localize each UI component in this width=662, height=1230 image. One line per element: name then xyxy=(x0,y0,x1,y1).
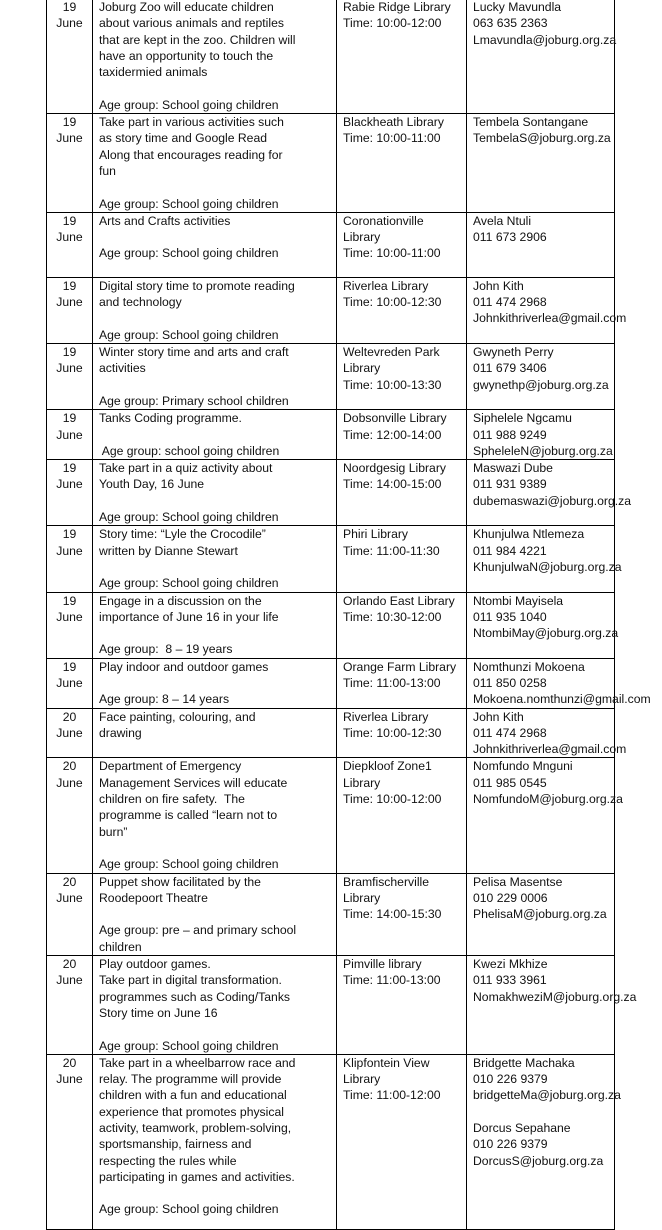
activity-cell xyxy=(93,526,337,592)
contact-line: 011 935 1040 xyxy=(473,609,547,624)
venue-line: Time: 10:00-12:00 xyxy=(343,16,442,31)
activity-line: that are kept in the zoo. Children will xyxy=(99,32,296,47)
activity-cell xyxy=(93,410,337,460)
table-row xyxy=(47,1054,615,1229)
events-table-body xyxy=(47,0,651,1229)
activity-line: importance of June 16 in your life xyxy=(99,609,279,624)
venue-cell xyxy=(337,592,467,658)
activity-line: activities xyxy=(99,361,146,376)
venue-cell xyxy=(337,460,467,526)
date-line: 19 xyxy=(62,411,77,426)
blank-line xyxy=(99,80,332,96)
contact-cell xyxy=(467,1054,621,1229)
activity-line: Play indoor and outdoor games xyxy=(99,659,269,674)
table-row xyxy=(47,592,615,658)
venue-line: Orange Farm Library xyxy=(343,659,457,674)
activity-line: programme is called “learn not to xyxy=(99,808,278,823)
activity-line: drawing xyxy=(99,725,142,740)
table-row xyxy=(47,460,615,526)
table-row xyxy=(47,277,615,343)
contact-line: Lucky Mavundla xyxy=(473,0,562,14)
venue-line: Dobsonville Library xyxy=(343,411,447,426)
activity-cell xyxy=(93,212,337,277)
venue-line: Diepkloof Zone1 xyxy=(343,759,432,774)
contact-line: Nomfundo Mnguni xyxy=(473,759,573,774)
venue-line: Time: 14:00-15:30 xyxy=(343,907,442,922)
venue-line: Library xyxy=(343,361,381,376)
date-cell xyxy=(47,460,93,526)
contact-line: Ntombi Mayisela xyxy=(473,593,564,608)
activity-line: Age group: School going children xyxy=(99,510,279,525)
activity-line: Take part in various activities such xyxy=(99,115,284,130)
activity-line: programmes such as Coding/Tanks xyxy=(99,989,291,1004)
activity-cell xyxy=(93,344,337,410)
venue-line: Time: 10:00-13:30 xyxy=(343,377,442,392)
activity-line: relay. The programme will provide xyxy=(99,1072,282,1087)
activity-line: Age group: School going children xyxy=(99,1038,279,1053)
activity-line: Age group: School going children xyxy=(99,576,279,591)
venue-line: Weltevreden Park xyxy=(343,345,440,360)
date-line: 19 xyxy=(62,213,77,228)
venue-cell xyxy=(337,410,467,460)
activity-line: Take part in a wheelbarrow race and xyxy=(99,1055,296,1070)
contact-cell xyxy=(467,526,622,592)
blank-line xyxy=(99,559,332,575)
venue-line: Time: 10:00-12:00 xyxy=(343,792,442,807)
blank-line xyxy=(99,310,332,326)
venue-line: Time: 14:00-15:00 xyxy=(343,477,442,492)
activity-line: as story time and Google Read xyxy=(99,131,268,146)
venue-line: Klipfontein View xyxy=(343,1055,430,1070)
venue-cell xyxy=(337,114,467,213)
date-cell xyxy=(47,758,93,873)
venue-cell xyxy=(337,708,467,758)
blank-line xyxy=(99,1185,332,1201)
contact-line: 011 931 9389 xyxy=(473,477,547,492)
table-row xyxy=(47,956,615,1055)
contact-line: SpheleleN@joburg.org.za xyxy=(473,443,613,458)
contact-cell xyxy=(467,758,623,873)
contact-line: Bridgette Machaka xyxy=(473,1055,575,1070)
activity-cell xyxy=(93,1054,337,1229)
date-cell xyxy=(47,344,93,410)
venue-line: Noordgesig Library xyxy=(343,461,446,476)
contact-cell xyxy=(467,708,627,758)
blank-line xyxy=(99,1021,332,1037)
venue-line: Riverlea Library xyxy=(343,709,429,724)
venue-line: Time: 10:00-12:30 xyxy=(343,295,442,310)
table-row xyxy=(47,0,615,114)
date-line: June xyxy=(56,16,83,31)
venue-line: Blackheath Library xyxy=(343,115,444,130)
activity-line: Department of Emergency xyxy=(99,759,242,774)
activity-cell xyxy=(93,277,337,343)
contact-cell xyxy=(467,658,651,708)
activity-line: Engage in a discussion on the xyxy=(99,593,262,608)
contact-line: dubemaswazi@joburg.org.za xyxy=(473,493,632,508)
table-row xyxy=(47,873,615,955)
date-line: June xyxy=(56,361,83,376)
date-line: 20 xyxy=(62,1055,77,1070)
contact-cell xyxy=(467,277,627,343)
contact-line: Maswazi Dube xyxy=(473,461,553,476)
venue-line: Rabie Ridge Library xyxy=(343,0,451,14)
contact-line: 011 679 3406 xyxy=(473,361,547,376)
venue-line: Time: 10:00-11:00 xyxy=(343,131,441,146)
contact-line: Johnkithriverlea@gmail.com xyxy=(473,311,627,326)
activity-cell xyxy=(93,873,337,955)
activity-line: Winter story time and arts and craft xyxy=(99,345,289,360)
date-line: June xyxy=(56,477,83,492)
venue-line: Library xyxy=(343,230,381,245)
activity-cell xyxy=(93,592,337,658)
date-line: June xyxy=(56,890,83,905)
blank-line xyxy=(99,840,332,856)
contact-line: 011 673 2906 xyxy=(473,230,547,245)
venue-cell xyxy=(337,526,467,592)
activity-line: activity, teamwork, problem-solving, xyxy=(99,1121,292,1135)
venue-line: Time: 11:00-11:30 xyxy=(343,543,440,558)
activity-line: sportsmanship, fairness and xyxy=(99,1137,252,1152)
activity-line: Along that encourages reading for xyxy=(99,147,283,162)
activity-line: participating in games and activities. xyxy=(99,1169,295,1184)
contact-line: 011 984 4221 xyxy=(473,543,547,558)
contact-line: 011 988 9249 xyxy=(473,427,547,442)
contact-cell xyxy=(467,344,615,410)
date-line: June xyxy=(56,1072,83,1087)
date-line: June xyxy=(56,775,83,790)
activity-cell xyxy=(93,114,337,213)
activity-line: children xyxy=(99,939,142,954)
venue-line: Orlando East Library xyxy=(343,593,455,608)
activity-line: written by Dianne Stewart xyxy=(99,543,238,558)
date-line: June xyxy=(56,675,83,690)
venue-cell xyxy=(337,758,467,873)
table-row xyxy=(47,114,615,213)
contact-cell xyxy=(467,956,637,1055)
contact-line: NomakhweziM@joburg.org.za xyxy=(473,989,637,1004)
activity-line: have an opportunity to touch the xyxy=(99,48,274,63)
activity-line: Age group: school going children xyxy=(99,443,280,458)
contact-line: Gwyneth Perry xyxy=(473,345,554,360)
date-line: 19 xyxy=(62,593,77,608)
contact-line: John Kith xyxy=(473,709,524,724)
activity-line: Digital story time to promote reading xyxy=(99,278,295,293)
activity-line: Play outdoor games. xyxy=(99,957,211,972)
venue-line: Library xyxy=(343,775,381,790)
date-cell xyxy=(47,0,93,114)
contact-cell xyxy=(467,460,632,526)
contact-line: TembelaS@joburg.org.za xyxy=(473,131,611,146)
activity-line: Tanks Coding programme. xyxy=(99,411,242,426)
table-row xyxy=(47,410,615,460)
activity-line: Puppet show facilitated by the xyxy=(99,874,261,889)
blank-line xyxy=(99,493,332,509)
date-line: 19 xyxy=(62,461,77,476)
date-line: June xyxy=(56,725,83,740)
contact-line: 011 985 0545 xyxy=(473,775,547,790)
venue-line: Time: 11:00-12:00 xyxy=(343,1088,441,1103)
contact-line: NomfundoM@joburg.org.za xyxy=(473,792,623,807)
contact-line: Khunjulwa Ntlemeza xyxy=(473,527,585,542)
activity-line: respecting the rules while xyxy=(99,1153,237,1168)
date-cell xyxy=(47,410,93,460)
activity-line: Roodepoort Theatre xyxy=(99,890,208,905)
contact-cell xyxy=(467,410,615,460)
activity-line: Age group: School going children xyxy=(99,97,279,112)
blank-line xyxy=(99,427,332,443)
contact-line: 010 226 9379 xyxy=(473,1137,548,1152)
activity-line: Age group: School going children xyxy=(99,1202,279,1217)
venue-line: Phiri Library xyxy=(343,527,409,542)
venue-line: Bramfischerville xyxy=(343,874,430,889)
activity-line: and technology xyxy=(99,295,182,310)
contact-line: PhelisaM@joburg.org.za xyxy=(473,907,607,922)
activity-line: taxidermied animals xyxy=(99,65,208,80)
activity-cell xyxy=(93,0,337,114)
contact-line: 010 226 9379 xyxy=(473,1072,548,1087)
activity-line: experience that promotes physical xyxy=(99,1104,284,1119)
date-line: 19 xyxy=(62,527,77,542)
table-row xyxy=(47,526,615,592)
date-line: 20 xyxy=(62,874,77,889)
contact-line: DorcusS@joburg.org.za xyxy=(473,1153,604,1168)
contact-line: bridgetteMa@joburg.org.za xyxy=(473,1088,621,1103)
date-line: June xyxy=(56,609,83,624)
contact-line: John Kith xyxy=(473,278,524,293)
contact-line: Tembela Sontangane xyxy=(473,115,589,130)
date-line: June xyxy=(56,295,83,310)
activity-line: fun xyxy=(99,163,116,178)
contact-line: 011 933 3961 xyxy=(473,973,547,988)
contact-line: Kwezi Mkhize xyxy=(473,957,548,972)
date-line: 19 xyxy=(62,278,77,293)
table-row xyxy=(47,212,615,277)
date-cell xyxy=(47,526,93,592)
venue-cell xyxy=(337,873,467,955)
activity-cell xyxy=(93,460,337,526)
contact-cell xyxy=(467,114,615,213)
venue-cell xyxy=(337,0,467,114)
blank-line xyxy=(99,625,332,641)
contact-line: Nomthunzi Mokoena xyxy=(473,659,585,674)
venue-line: Library xyxy=(343,1072,381,1087)
date-line: June xyxy=(56,427,83,442)
venue-line: Time: 12:00-14:00 xyxy=(343,427,442,442)
venue-line: Riverlea Library xyxy=(343,278,429,293)
activity-line: Age group: 8 – 19 years xyxy=(99,642,233,657)
activity-cell xyxy=(93,708,337,758)
blank-line xyxy=(99,377,332,393)
contact-line: Dorcus Sepahane xyxy=(473,1121,571,1135)
date-line: 20 xyxy=(62,957,77,972)
contact-cell xyxy=(467,0,615,114)
contact-line: 011 850 0258 xyxy=(473,675,547,690)
activity-line: Age group: Primary school children xyxy=(99,393,289,408)
venue-cell xyxy=(337,658,467,708)
contact-line: Pelisa Masentse xyxy=(473,874,563,889)
venue-cell xyxy=(337,277,467,343)
activity-line: about various animals and reptiles xyxy=(99,16,284,31)
contact-line: 011 474 2968 xyxy=(473,725,547,740)
contact-line: gwynethp@joburg.org.za xyxy=(473,377,609,392)
activity-cell xyxy=(93,758,337,873)
activity-line: burn” xyxy=(99,824,128,839)
contact-line: NtombiMay@joburg.org.za xyxy=(473,626,619,641)
venue-cell xyxy=(337,956,467,1055)
blank-line xyxy=(99,179,332,195)
activity-line: Age group: pre – and primary school xyxy=(99,923,297,938)
venue-line: Time: 10:30-12:00 xyxy=(343,609,442,624)
date-line: 19 xyxy=(62,115,77,130)
blank-line xyxy=(99,229,332,245)
table-row xyxy=(47,344,615,410)
contact-line: Mokoena.nomthunzi@gmail.com xyxy=(473,692,651,707)
activity-line: Age group: School going children xyxy=(99,327,279,342)
blank-line xyxy=(99,906,332,922)
contact-cell xyxy=(467,873,615,955)
date-line: 20 xyxy=(62,709,77,724)
date-cell xyxy=(47,277,93,343)
contact-line: Johnkithriverlea@gmail.com xyxy=(473,742,627,757)
table-row xyxy=(47,658,615,708)
date-cell xyxy=(47,658,93,708)
contact-line: 011 474 2968 xyxy=(473,295,547,310)
venue-line: Coronationville xyxy=(343,213,424,228)
date-line: June xyxy=(56,973,83,988)
activity-cell xyxy=(93,956,337,1055)
contact-line: KhunjulwaN@joburg.org.za xyxy=(473,559,622,574)
table-row xyxy=(47,708,615,758)
activity-line: children with a fun and educational xyxy=(99,1088,287,1103)
blank-line xyxy=(473,1104,610,1120)
date-cell xyxy=(47,114,93,213)
activity-line: Take part in digital transformation. xyxy=(99,973,282,988)
table-row xyxy=(47,758,615,873)
venue-cell xyxy=(337,1054,467,1229)
contact-line: Avela Ntuli xyxy=(473,213,532,228)
contact-line: Siphelele Ngcamu xyxy=(473,411,572,426)
venue-cell xyxy=(337,212,467,277)
venue-line: Time: 11:00-13:00 xyxy=(343,973,441,988)
contact-cell xyxy=(467,592,619,658)
activity-line: Age group: School going children xyxy=(99,857,279,872)
date-cell xyxy=(47,212,93,277)
date-cell xyxy=(47,708,93,758)
activity-line: Age group: School going children xyxy=(99,196,279,211)
venue-line: Pimville library xyxy=(343,957,422,972)
date-line: 20 xyxy=(62,759,77,774)
venue-line: Library xyxy=(343,890,381,905)
contact-line: 063 635 2363 xyxy=(473,16,548,31)
activity-line: Face painting, colouring, and xyxy=(99,709,256,724)
date-line: 19 xyxy=(62,659,77,674)
venue-line: Time: 10:00-12:30 xyxy=(343,725,442,740)
date-line: June xyxy=(56,543,83,558)
contact-cell xyxy=(467,212,615,277)
activity-line: Story time on June 16 xyxy=(99,1005,218,1020)
contact-line: 010 229 0006 xyxy=(473,890,548,905)
venue-line: Time: 10:00-11:00 xyxy=(343,246,441,261)
venue-line: Time: 11:00-13:00 xyxy=(343,675,441,690)
activity-line: children on fire safety. The xyxy=(99,792,245,807)
activity-line: Youth Day, 16 June xyxy=(99,477,205,492)
date-cell xyxy=(47,1054,93,1229)
venue-cell xyxy=(337,344,467,410)
activity-line: Arts and Crafts activities xyxy=(99,213,231,228)
activity-line: Story time: “Lyle the Crocodile” xyxy=(99,527,266,542)
date-line: June xyxy=(56,131,83,146)
date-line: June xyxy=(56,230,83,245)
activity-line: Management Services will educate xyxy=(99,775,288,790)
date-cell xyxy=(47,592,93,658)
date-cell xyxy=(47,956,93,1055)
blank-line xyxy=(99,675,332,691)
date-line: 19 xyxy=(62,0,77,14)
activity-line: Joburg Zoo will educate children xyxy=(99,0,274,14)
activity-cell xyxy=(93,658,337,708)
activity-line: Age group: 8 – 14 years xyxy=(99,692,230,707)
contact-line: Lmavundla@joburg.org.za xyxy=(473,32,617,47)
activity-line: Age group: School going children xyxy=(99,246,279,261)
date-line: 19 xyxy=(62,345,77,360)
date-cell xyxy=(47,873,93,955)
activity-line: Take part in a quiz activity about xyxy=(99,461,273,476)
events-table xyxy=(46,0,651,1230)
